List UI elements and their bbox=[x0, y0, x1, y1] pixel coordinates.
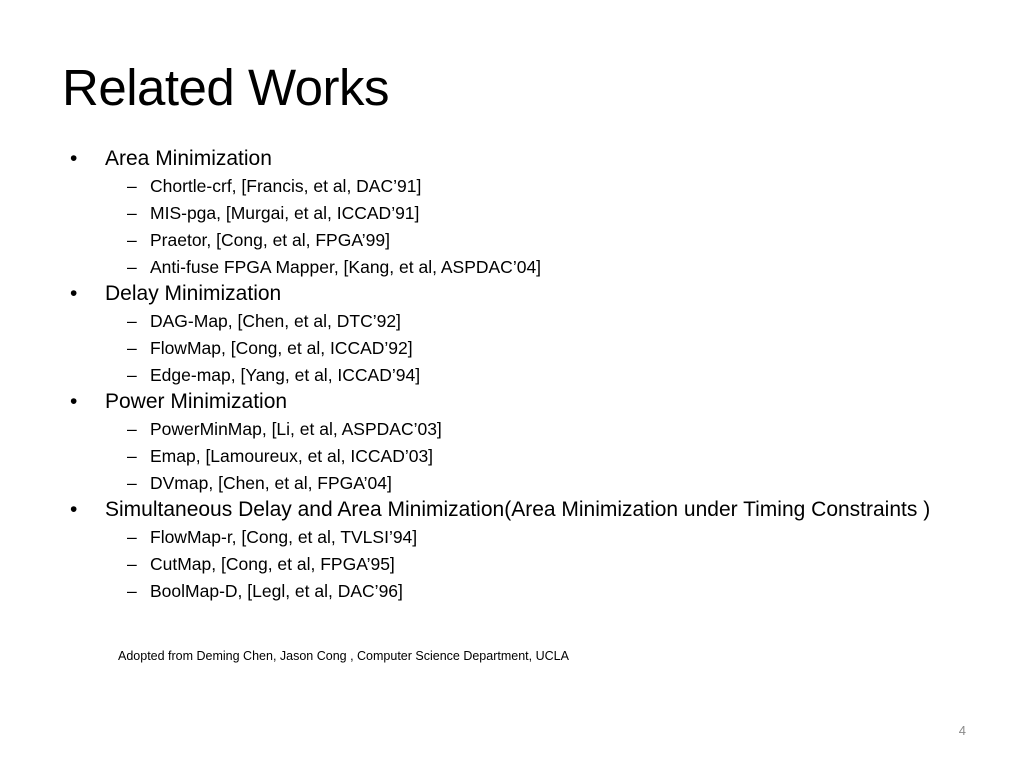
sub-item bbox=[0, 173, 1024, 199]
sub-item-text: FlowMap, [Cong, et al, ICCAD’92] bbox=[150, 338, 413, 358]
sub-item-text: Praetor, [Cong, et al, FPGA’99] bbox=[150, 230, 390, 250]
sub-item bbox=[0, 578, 1024, 604]
dash-marker: – bbox=[127, 338, 137, 358]
sub-item bbox=[0, 470, 1024, 496]
section-label: Area Minimization bbox=[105, 147, 272, 170]
section-simultaneous-delay-area bbox=[0, 497, 1024, 523]
sub-item-text: PowerMinMap, [Li, et al, ASPDAC’03] bbox=[150, 419, 442, 439]
dash-marker: – bbox=[127, 446, 137, 466]
sub-item bbox=[0, 551, 1024, 577]
sub-item-text: CutMap, [Cong, et al, FPGA’95] bbox=[150, 554, 395, 574]
sub-item bbox=[0, 308, 1024, 334]
sub-item-text: Emap, [Lamoureux, et al, ICCAD’03] bbox=[150, 446, 434, 466]
dash-marker: – bbox=[127, 230, 137, 250]
dash-marker: – bbox=[127, 527, 137, 547]
dash-marker: – bbox=[127, 554, 137, 574]
sub-item-text: DVmap, [Chen, et al, FPGA’04] bbox=[150, 473, 392, 493]
dash-marker: – bbox=[127, 176, 137, 196]
sub-item-text: MIS-pga, [Murgai, et al, ICCAD’91] bbox=[150, 203, 420, 223]
sub-item-text: Anti-fuse FPGA Mapper, [Kang, et al, ASPDAC’04] bbox=[150, 257, 542, 277]
sub-item bbox=[0, 443, 1024, 469]
page-number: 4 bbox=[958, 723, 966, 738]
section-power-minimization bbox=[0, 389, 1024, 415]
sub-item bbox=[0, 524, 1024, 550]
section-label: Delay Minimization bbox=[105, 282, 282, 305]
section-area-minimization bbox=[0, 146, 1024, 172]
section-delay-minimization bbox=[0, 281, 1024, 307]
slide-title: Related Works bbox=[62, 59, 390, 116]
dash-marker: – bbox=[127, 473, 137, 493]
sub-item bbox=[0, 416, 1024, 442]
sub-item bbox=[0, 362, 1024, 388]
sub-item bbox=[0, 254, 1024, 280]
sub-item-text: BoolMap-D, [Legl, et al, DAC’96] bbox=[150, 581, 403, 601]
sub-item-text: Chortle-crf, [Francis, et al, DAC’91] bbox=[150, 176, 422, 196]
sub-item bbox=[0, 200, 1024, 226]
sub-item bbox=[0, 335, 1024, 361]
dash-marker: – bbox=[127, 419, 137, 439]
dash-marker: – bbox=[127, 257, 137, 277]
dash-marker: – bbox=[127, 311, 137, 331]
attribution-note: Adopted from Deming Chen, Jason Cong , Computer Science Department, UCLA bbox=[118, 649, 569, 663]
bullet-marker: • bbox=[70, 147, 78, 170]
sub-item-text: FlowMap-r, [Cong, et al, TVLSI’94] bbox=[150, 527, 418, 547]
dash-marker: – bbox=[127, 365, 137, 385]
sub-item bbox=[0, 227, 1024, 253]
bullet-marker: • bbox=[70, 498, 78, 521]
dash-marker: – bbox=[127, 581, 137, 601]
bullet-list bbox=[0, 146, 1024, 605]
sub-item-text: DAG-Map, [Chen, et al, DTC’92] bbox=[150, 311, 401, 331]
section-label: Power Minimization bbox=[105, 390, 288, 413]
bullet-marker: • bbox=[70, 390, 78, 413]
dash-marker: – bbox=[127, 203, 137, 223]
bullet-marker: • bbox=[70, 282, 78, 305]
sub-item-text: Edge-map, [Yang, et al, ICCAD’94] bbox=[150, 365, 421, 385]
section-label: Simultaneous Delay and Area Minimization(Area Minimization under Timing Constraints ) bbox=[105, 498, 931, 521]
